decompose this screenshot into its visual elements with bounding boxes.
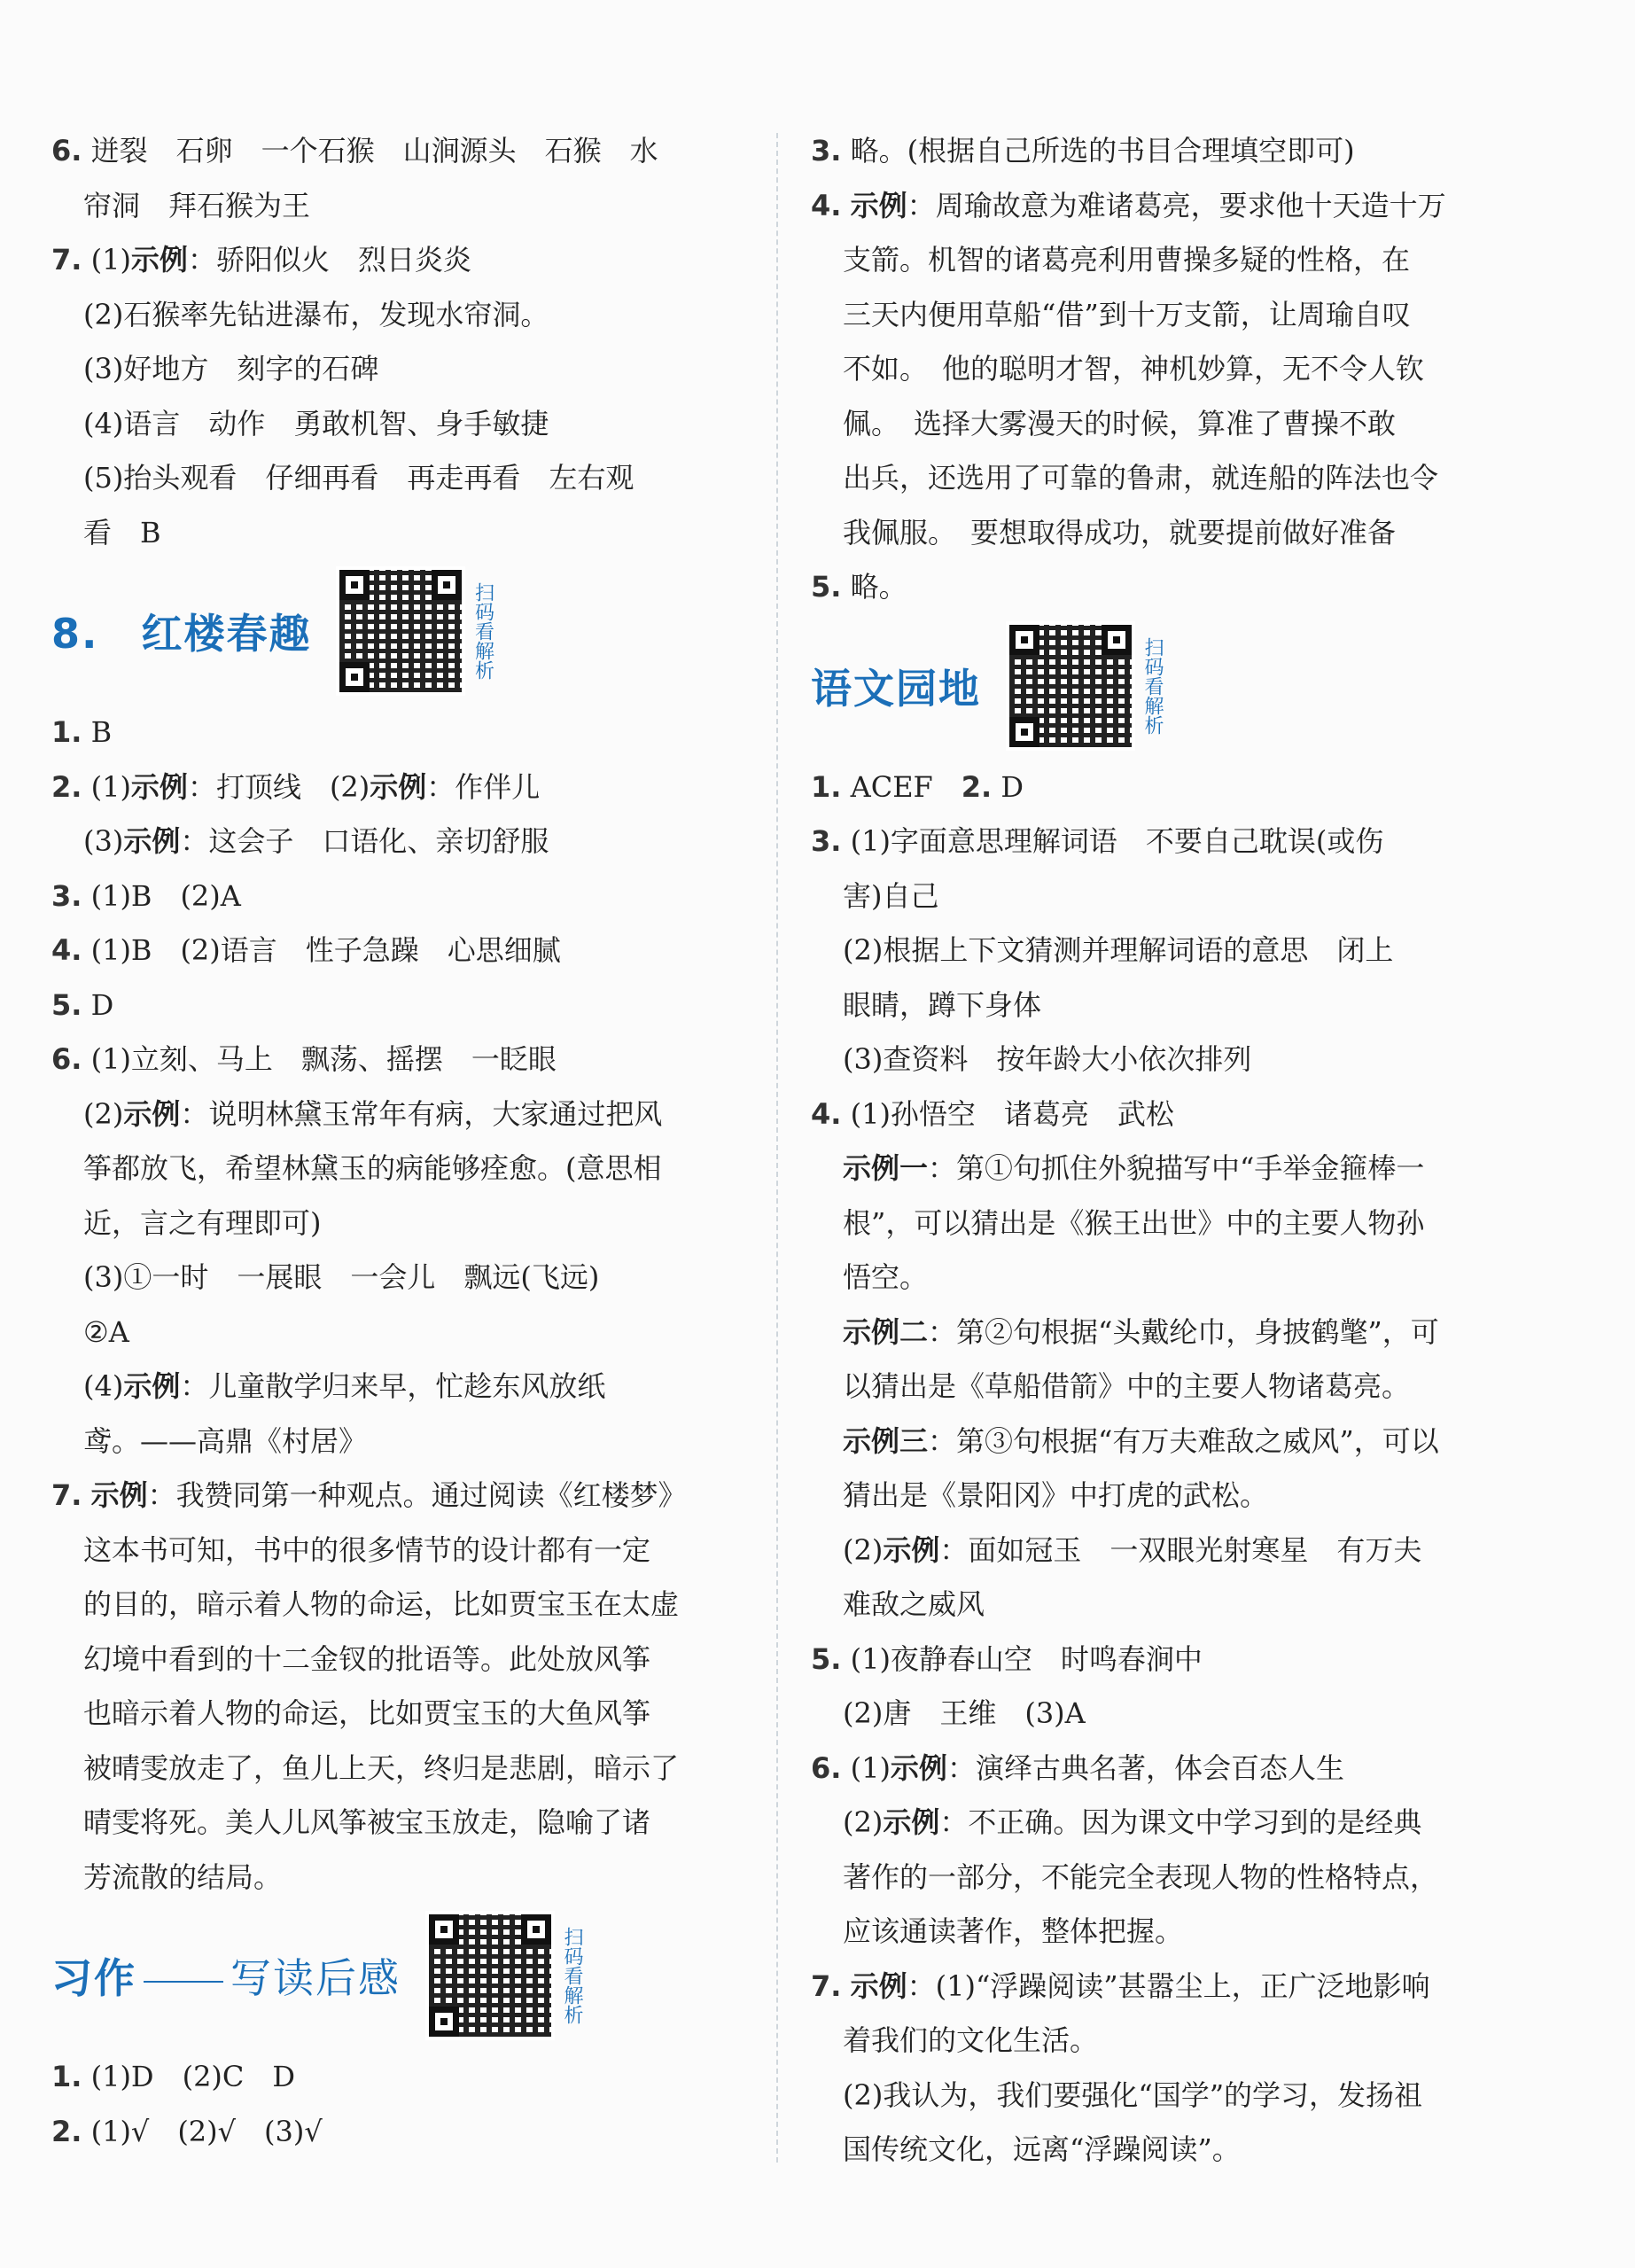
scan-hint: 扫码看解析 bbox=[1141, 636, 1164, 735]
answer-w1: 1. (1)D (2)C D bbox=[51, 2060, 296, 2093]
section-title: 习作 写读后感 bbox=[51, 1954, 401, 2002]
answer-y5: 5. (1)夜静春山空 时鸣春涧中 (2)唐 王维 (3)A bbox=[811, 1641, 1203, 1730]
section-heading-xizuo bbox=[51, 1913, 743, 2038]
answer-4r: 4. 示例：周瑜故意为难诸葛亮，要求他十天造十万 支箭。机智的诸葛亮利用曹操多疑的性格，在 三天内便用草船“借”到十万支箭，让周瑜自叹 不如。 他的聪明才智，神机妙算，无不令人钦 佩。 选择大雾漫天的时候，算准了曹操不敢 出兵，还选用了可靠的鲁肃，就连船的阵法也令 我佩服。 要想取得成功，就要提前做好准备 bbox=[811, 188, 1446, 549]
answer-4: 4. (1)B (2)语言 性子急躁 心思细腻 bbox=[51, 933, 561, 967]
scan-hint: 扫码看解析 bbox=[561, 1927, 583, 2024]
answer-y1: 1. ACEF 2. D bbox=[811, 769, 1024, 804]
answer-y4: 4. (1)孙悟空 诸葛亮 武松 示例一：第①句抓住外貌描写中“手举金箍棒一 根”，可以猜出是《猴王出世》中的主要人物孙 悟空。 示例二：第②句根据“头戴纶巾，身披鹤氅”，可 以猜出是《草船借箭》中的主要人物诸葛亮。 示例三：第③句根据“有万夫难敌之威风”，可以 猜出是《景阳冈》中打虎的武松。 (2)示例：面如冠玉 一双眼光射寒星 有万夫 难敌之威风 bbox=[811, 1096, 1439, 1621]
left-column bbox=[51, 124, 743, 2159]
answer-6b: 6. (1)立刻、马上 飘荡、摇摆 一眨眼 (2)示例：说明林黛玉常年有病，大家通过把风 筝都放飞，希望林黛玉的病能够痊愈。(意思相 近，言之有理即可) (3)①一时 一展眼 一会儿 飘远(飞远) ②A (4)示例：儿童散学归来早，忙趁东风放纸 鸢。——高鼎《村居》 bbox=[51, 1042, 663, 1458]
section-heading-yuwenyuandi bbox=[811, 624, 1511, 748]
answer-y3: 3. (1)字面意思理解词语 不要自己耽误(或伤 害)自己 (2)根据上下文猜测并理解词语的意思 闭上 眼睛，蹲下身体 (3)查资料 按年龄大小依次排列 bbox=[811, 824, 1394, 1076]
answer-2: 2. (1)示例：打顶线 (2)示例：作伴儿 (3)示例：这会子 口语化、亲切舒服 bbox=[51, 769, 549, 858]
answer-y7: 7. 示例：(1)“浮躁阅读”甚嚣尘上，正广泛地影响 着我们的文化生活。 (2)我认为，我们要强化“国学”的学习，发扬祖 国传统文化，远离“浮躁阅读”。 bbox=[811, 1968, 1430, 2166]
answer-6: 6. 迸裂 石卵 一个石猴 山涧源头 石猴 水 帘洞 拜石猴为王 bbox=[51, 134, 658, 222]
answer-y6: 6. (1)示例：演绎古典名著，体会百态人生 (2)示例：不正确。因为课文中学习到的是经典 著作的一部分，不能完全表现人物的性格特点， 应该通读著作，整体把握。 bbox=[811, 1750, 1439, 1948]
answer-3: 3. (1)B (2)A bbox=[51, 878, 241, 913]
section-title: 语文园地 bbox=[811, 664, 981, 713]
section-title: 8. 红楼春趣 bbox=[51, 610, 312, 658]
answer-7b: 7. 示例：我赞同第一种观点。通过阅读《红楼梦》 这本书可知，书中的很多情节的设计都有一定 的目的，暗示着人物的命运，比如贾宝玉在太虚 幻境中看到的十二金钗的批语等。此处放风筝 也暗示着人物的命运，比如贾宝玉的大鱼风筝 被晴雯放走了，鱼儿上天，终归是悲剧，暗示了 晴雯将死。美人儿风筝被宝玉放走，隐喻了诸 芳流散的结局。 bbox=[51, 1478, 687, 1894]
answer-w2: 2. (1)√ (2)√ (3)√ bbox=[51, 2114, 323, 2148]
scan-hint: 扫码看解析 bbox=[471, 582, 494, 680]
column-divider bbox=[776, 133, 778, 2163]
qr-code-icon[interactable] bbox=[336, 566, 465, 696]
answer-1: 1. B bbox=[51, 715, 113, 749]
qr-code-icon[interactable] bbox=[425, 1911, 555, 2040]
right-column bbox=[811, 124, 1511, 2178]
answer-3r: 3. 略。(根据自己所选的书目合理填空即可) bbox=[811, 134, 1355, 168]
answer-5: 5. D bbox=[51, 987, 114, 1022]
answer-5r: 5. 略。 bbox=[811, 570, 907, 604]
answer-7: 7. (1)示例：骄阳似火 烈日炎炎 (2)石猴率先钻进瀑布，发现水帘洞。 (3)好地方 刻字的石碑 (4)语言 动作 勇敢机智、身手敏捷 (5)抬头观看 仔细再看 再走再看 左右观 看 B bbox=[51, 243, 635, 549]
qr-code-icon[interactable] bbox=[1006, 621, 1135, 751]
section-heading-hongloucunqu bbox=[51, 569, 743, 693]
